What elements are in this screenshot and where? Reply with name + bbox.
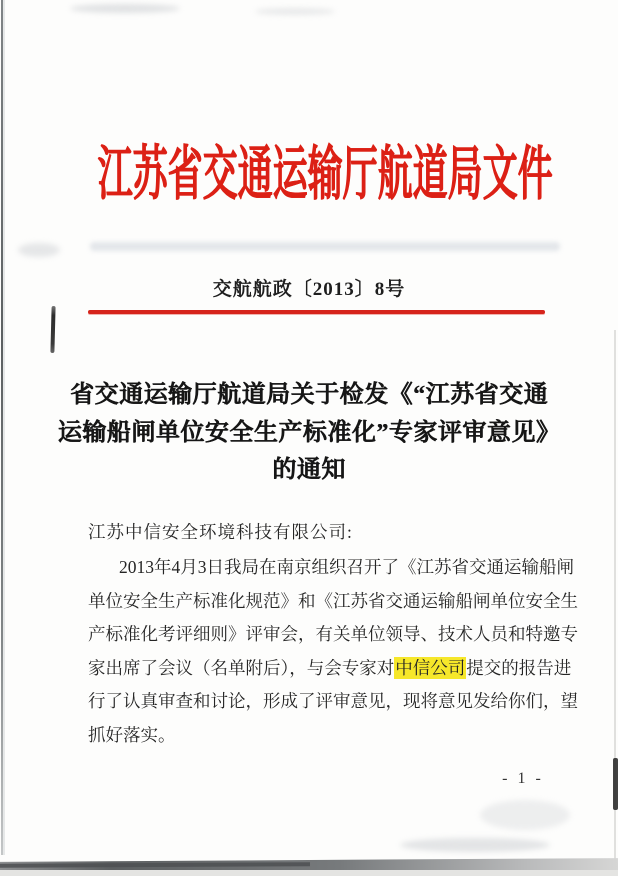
red-divider-line <box>88 310 545 314</box>
paragraph-line: 抓好落实。 <box>88 724 176 745</box>
paragraph-line4-pre: 家出席了会议（名单附后），与会专家对 <box>88 657 395 678</box>
scan-smudge <box>70 4 180 13</box>
document-number: 交航航政〔2013〕8号 <box>212 279 406 300</box>
notice-heading-line3: 的通知 <box>272 457 346 483</box>
scan-smudge <box>255 8 335 15</box>
paragraph-line: 产标准化考评细则》评审会，有关单位领导、技术人员和特邀专 <box>88 624 578 645</box>
scan-smudge <box>18 243 60 257</box>
scan-smudge <box>400 838 550 852</box>
letterhead-title-text: 江苏省交通运输厅航道局文件 <box>97 140 553 208</box>
scan-edge-left-soft <box>3 0 5 855</box>
highlighted-company-name: 中信公司 <box>395 657 466 678</box>
scan-smudge <box>480 800 570 830</box>
notice-heading-line2: 运输船闸单位安全生产标准化”专家评审意见》 <box>57 419 561 446</box>
notice-heading <box>40 377 578 490</box>
scan-edge-right-dark <box>613 758 618 810</box>
paragraph-line: 2013年4月3日我局在南京组织召开了《江苏省交通运输船闸 <box>119 557 574 577</box>
paragraph-line <box>88 652 572 686</box>
pen-mark <box>50 306 55 353</box>
scan-ghost-text-streak <box>90 242 560 251</box>
paragraph-line4-post: 提交的报告进 <box>466 657 572 678</box>
paragraph-line: 行了认真审查和讨论，形成了评审意见，现将意见发给你们，望 <box>88 691 578 712</box>
paragraph-line: 单位安全生产标准化规范》和《江苏省交通运输船闸单位安全生 <box>88 590 578 611</box>
body-paragraph <box>88 551 578 753</box>
salutation: 江苏中信安全环境科技有限公司: <box>88 522 353 542</box>
notice-heading-line1: 省交通运输厅航道局关于检发《“江苏省交通 <box>70 382 548 408</box>
scan-edge-bottom-light <box>0 870 618 876</box>
page-number: - 1 - <box>502 770 544 787</box>
letterhead-title <box>0 142 618 212</box>
